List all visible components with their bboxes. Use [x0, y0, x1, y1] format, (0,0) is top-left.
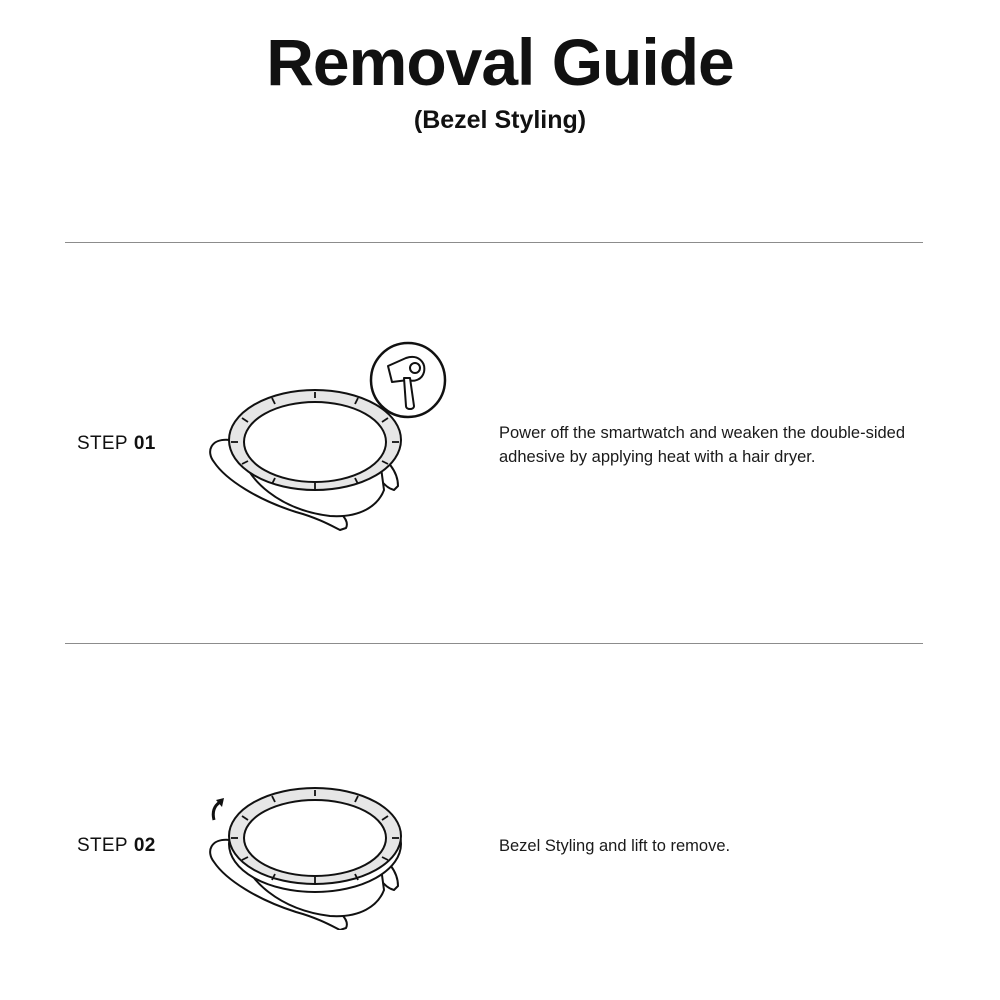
step-number: 02 [133, 835, 156, 856]
step-word: STEP [77, 433, 128, 454]
watch-with-hair-dryer-icon [200, 340, 460, 540]
divider-middle [65, 643, 923, 644]
step-word: STEP [77, 835, 128, 856]
description-line: adhesive by applying heat with a hair dryer. [499, 448, 816, 466]
lift-arrow-icon [213, 802, 220, 820]
divider-top [65, 242, 923, 243]
step-number: 01 [133, 433, 156, 454]
page-subtitle: (Bezel Styling) [413, 106, 587, 134]
step-02-label [77, 834, 156, 858]
page-title: Removal Guide [266, 25, 734, 99]
step-02-description [499, 834, 939, 858]
description-line: Bezel Styling and lift to remove. [499, 837, 731, 855]
step-01-description [499, 421, 939, 469]
step-01-label [77, 432, 156, 456]
watch-bezel-lift-icon [200, 780, 420, 930]
description-line: Power off the smartwatch and weaken the double-sided [499, 424, 906, 442]
